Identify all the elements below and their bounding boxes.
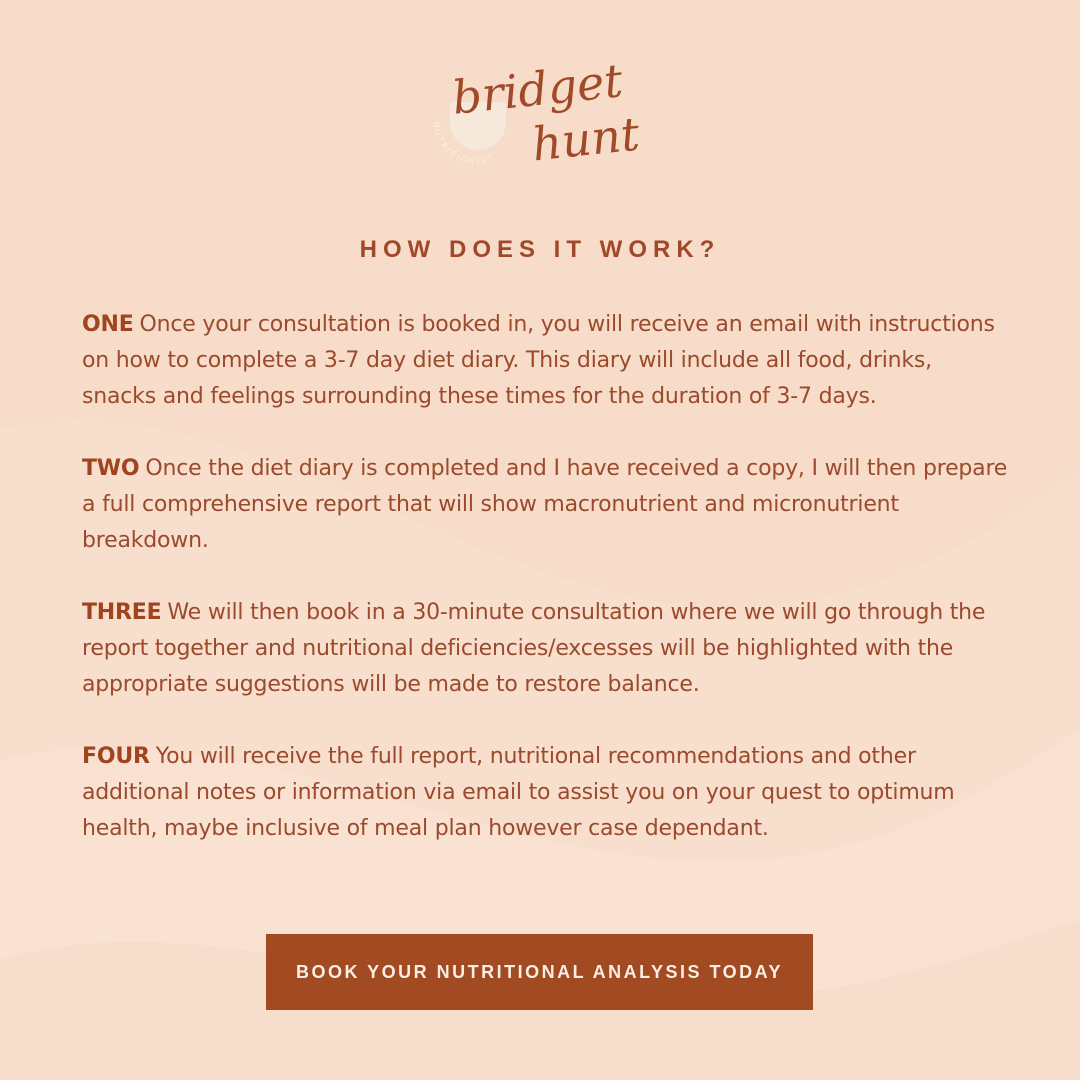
- step-text: Once the diet diary is completed and I have received a copy, I will then prepare a full comprehensive report that will show macronutrient and micronutrient breakdown.: [82, 456, 1008, 553]
- step-three: [82, 595, 1012, 703]
- steps-list: [82, 307, 1012, 883]
- brand-logo: [420, 53, 660, 182]
- logo-name-line2: hunt: [529, 106, 642, 172]
- page-title: HOW DOES IT WORK?: [359, 236, 721, 263]
- step-two: [82, 451, 1012, 559]
- book-analysis-button[interactable]: BOOK YOUR NUTRITIONAL ANALYSIS TODAY: [266, 934, 813, 1010]
- logo-ring-text: NUTRITIONIST: [431, 121, 497, 167]
- step-text: You will receive the full report, nutritional recommendations and other additional notes or information via email to assist you on your quest to optimum health, maybe inclusive of meal plan however case dependant.: [82, 744, 955, 841]
- step-one: [82, 307, 1012, 415]
- step-number: THREE: [82, 600, 162, 625]
- step-number: FOUR: [82, 744, 150, 769]
- step-number: TWO: [82, 456, 140, 481]
- step-four: [82, 739, 1012, 847]
- step-text: Once your consultation is booked in, you will receive an email with instructions on how to complete a 3-7 day diet diary. This diary will include all food, drinks, snacks and feelings surrounding these times for the duration of 3-7 days.: [82, 312, 995, 409]
- step-number: ONE: [82, 312, 134, 337]
- step-text: We will then book in a 30-minute consultation where we will go through the report together and nutritional deficiencies/excesses will be highlighted with the appropriate suggestions will be made to restore balance.: [82, 600, 986, 697]
- logo-name-line1: bridget: [449, 53, 626, 125]
